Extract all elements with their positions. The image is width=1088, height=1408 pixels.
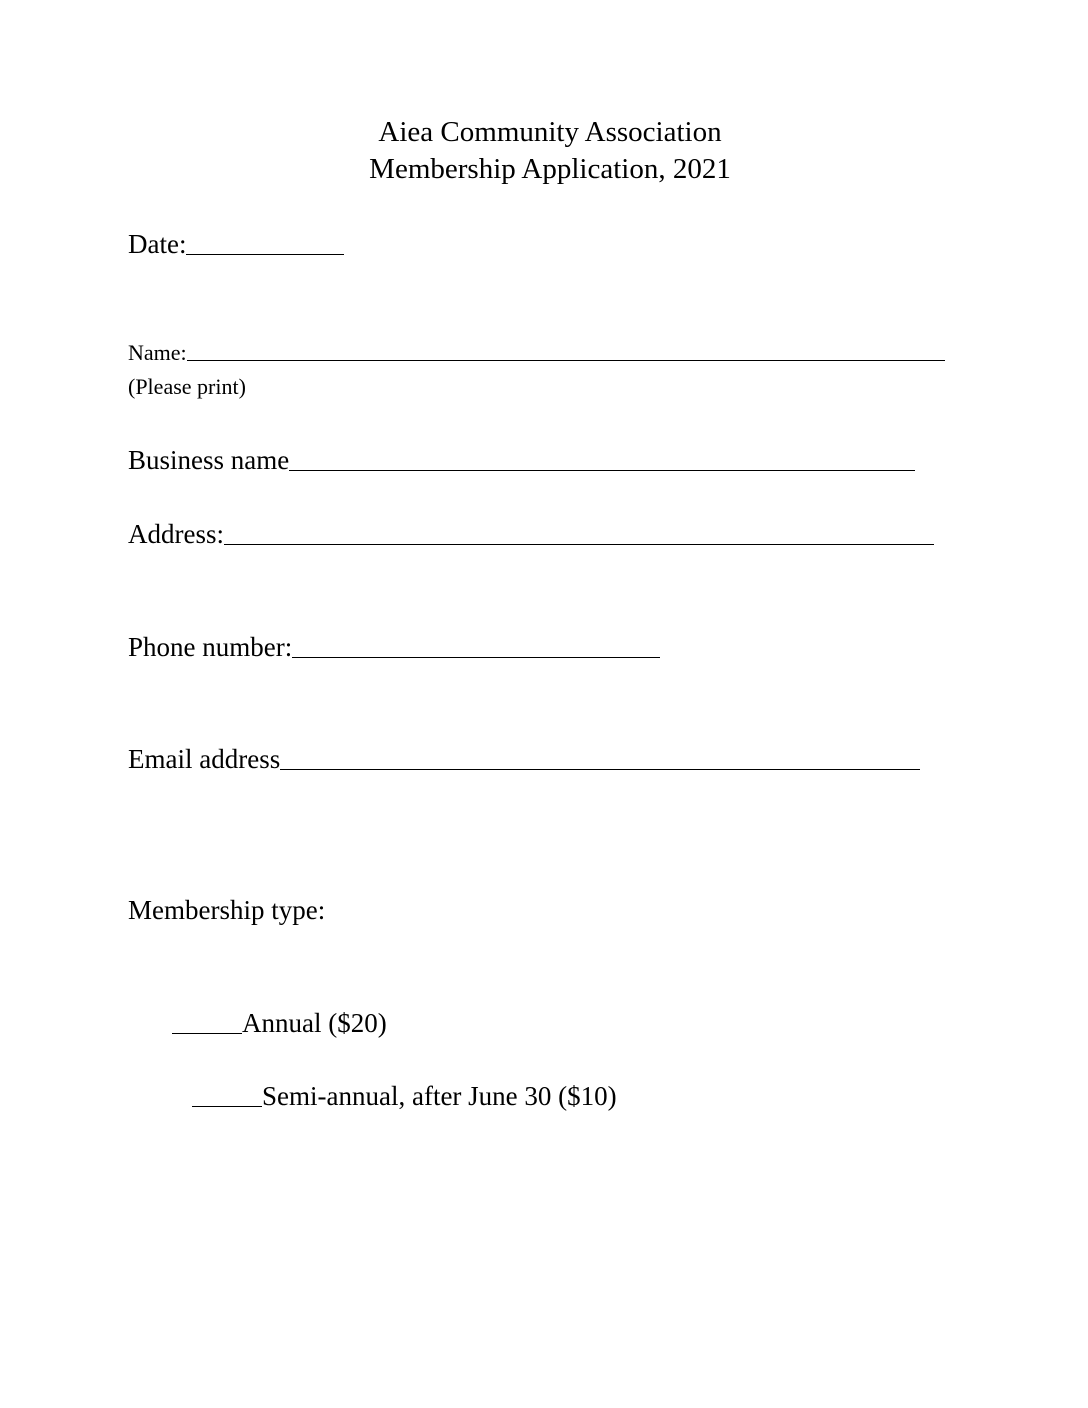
date-label: Date: — [128, 229, 187, 259]
business-name-label: Business name — [128, 445, 290, 475]
membership-option-annual — [172, 1007, 387, 1039]
address-field — [128, 518, 934, 550]
phone-blank[interactable] — [292, 657, 660, 658]
annual-checkmark-blank[interactable] — [172, 1033, 242, 1034]
name-label: Name: — [128, 340, 187, 365]
document-title: Membership Application, 2021 — [369, 153, 731, 185]
phone-field — [128, 631, 660, 663]
organization-title: Aiea Community Association — [378, 116, 722, 148]
email-blank[interactable] — [280, 769, 920, 770]
membership-type-heading — [128, 894, 325, 926]
business-name-blank[interactable] — [289, 470, 915, 471]
email-label: Email address — [128, 744, 281, 774]
name-print-note: (Please print) — [128, 374, 246, 399]
business-name-field — [128, 444, 915, 476]
phone-label: Phone number: — [128, 632, 293, 662]
annual-option-label: Annual ($20) — [242, 1008, 387, 1038]
semi-annual-checkmark-blank[interactable] — [192, 1106, 262, 1107]
name-blank[interactable] — [187, 360, 945, 361]
address-label: Address: — [128, 519, 224, 549]
email-field — [128, 743, 920, 775]
membership-option-semi-annual — [192, 1080, 617, 1112]
date-blank[interactable] — [186, 254, 344, 255]
address-blank[interactable] — [224, 544, 934, 545]
semi-annual-option-label: Semi-annual, after June 30 ($10) — [262, 1081, 617, 1111]
membership-type-label: Membership type: — [128, 895, 326, 925]
name-field — [128, 340, 945, 366]
date-field — [128, 228, 344, 260]
